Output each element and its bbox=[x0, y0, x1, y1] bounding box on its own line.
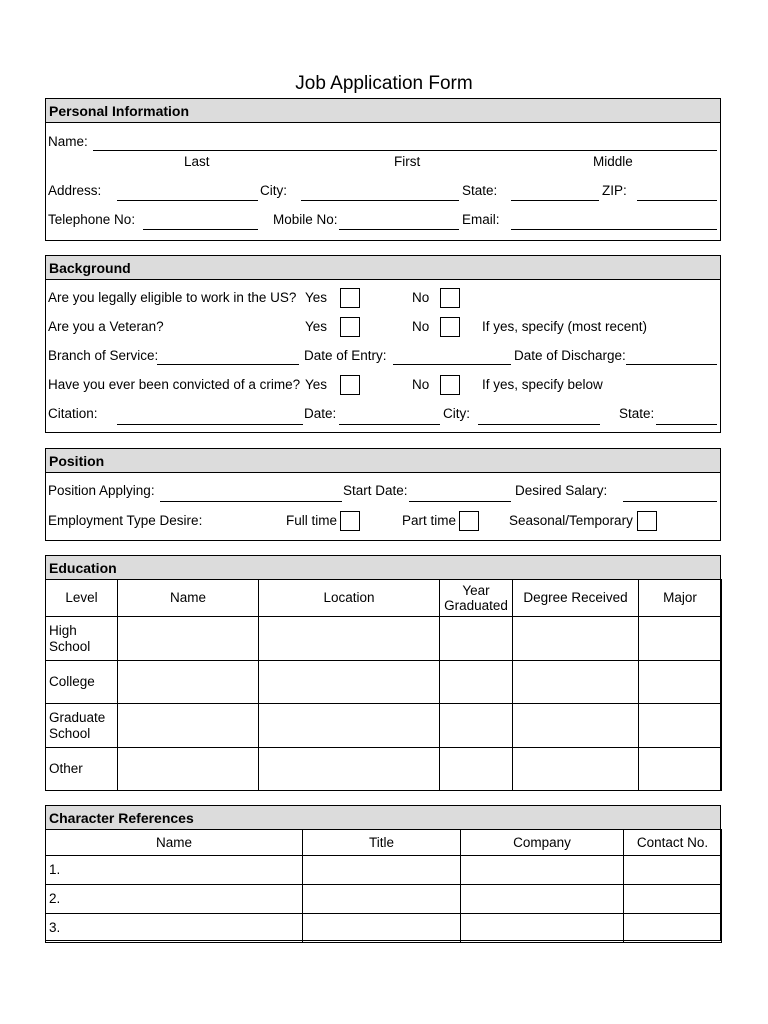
ref-name-cell[interactable] bbox=[46, 885, 303, 914]
name-cell[interactable] bbox=[118, 748, 259, 791]
col-year-line2: Graduated bbox=[444, 598, 508, 613]
name-cell[interactable] bbox=[118, 661, 259, 704]
character-references-header: Character References bbox=[46, 806, 720, 830]
mobile-field[interactable] bbox=[339, 229, 459, 230]
name-cell[interactable] bbox=[118, 704, 259, 748]
ref-title-cell[interactable] bbox=[303, 914, 461, 943]
ref-title-cell[interactable] bbox=[303, 885, 461, 914]
employment-type-label: Employment Type Desire: bbox=[48, 513, 203, 528]
veteran-yes-checkbox[interactable] bbox=[340, 317, 360, 337]
year-cell[interactable] bbox=[440, 748, 513, 791]
col-major: Major bbox=[639, 580, 722, 617]
citation-date-field[interactable] bbox=[339, 424, 440, 425]
first-name-caption: First bbox=[394, 154, 421, 169]
ref-company-cell[interactable] bbox=[461, 914, 624, 943]
ref-contact-cell[interactable] bbox=[624, 914, 722, 943]
level-cell bbox=[46, 748, 118, 791]
crime-no-label: No bbox=[412, 377, 430, 392]
education-table bbox=[45, 579, 722, 791]
level-text: School bbox=[49, 725, 91, 741]
start-date-label: Start Date: bbox=[343, 483, 408, 498]
education-header: Education bbox=[46, 556, 720, 580]
education-section bbox=[45, 555, 721, 791]
table-row bbox=[46, 885, 722, 914]
state-label: State: bbox=[462, 183, 498, 198]
position-applying-label: Position Applying: bbox=[48, 483, 155, 498]
date-of-discharge-field[interactable] bbox=[626, 364, 717, 365]
citation-date-label: Date: bbox=[304, 406, 337, 421]
location-cell[interactable] bbox=[259, 617, 440, 661]
personal-information-header: Personal Information bbox=[46, 99, 720, 123]
level-text: High bbox=[49, 622, 77, 638]
major-cell[interactable] bbox=[639, 748, 722, 791]
col-year-line1: Year bbox=[462, 583, 490, 598]
citation-state-label: State: bbox=[619, 406, 655, 421]
ref-company-cell[interactable] bbox=[461, 885, 624, 914]
part-time-checkbox[interactable] bbox=[459, 511, 479, 531]
level-text: School bbox=[49, 638, 91, 654]
col-level: Level bbox=[46, 580, 118, 617]
ref-col-title: Title bbox=[303, 830, 461, 856]
middle-name-caption: Middle bbox=[593, 154, 633, 169]
address-label: Address: bbox=[48, 183, 102, 198]
level-text: College bbox=[49, 674, 95, 689]
character-references-section bbox=[45, 805, 721, 941]
ref-title-cell[interactable] bbox=[303, 856, 461, 885]
location-cell[interactable] bbox=[259, 704, 440, 748]
eligible-yes-checkbox[interactable] bbox=[340, 288, 360, 308]
level-cell bbox=[46, 617, 118, 661]
ref-number: 1. bbox=[49, 862, 61, 877]
veteran-specify-note: If yes, specify (most recent) bbox=[482, 319, 648, 334]
eligible-question: Are you legally eligible to work in the US? bbox=[48, 290, 297, 305]
ref-company-cell[interactable] bbox=[461, 856, 624, 885]
major-cell[interactable] bbox=[639, 617, 722, 661]
citation-label: Citation: bbox=[48, 406, 98, 421]
background-section bbox=[45, 255, 721, 433]
citation-state-field[interactable] bbox=[656, 424, 717, 425]
col-year-graduated bbox=[440, 580, 513, 617]
date-of-entry-field[interactable] bbox=[393, 364, 511, 365]
education-header-row bbox=[46, 580, 722, 617]
state-field[interactable] bbox=[511, 200, 599, 201]
full-time-checkbox[interactable] bbox=[340, 511, 360, 531]
date-of-entry-label: Date of Entry: bbox=[304, 348, 387, 363]
table-row bbox=[46, 914, 722, 943]
location-cell[interactable] bbox=[259, 661, 440, 704]
ref-col-company: Company bbox=[461, 830, 624, 856]
ref-number: 2. bbox=[49, 891, 61, 906]
citation-field[interactable] bbox=[117, 424, 303, 425]
table-row bbox=[46, 661, 722, 704]
degree-cell[interactable] bbox=[513, 617, 639, 661]
part-time-label: Part time bbox=[402, 513, 457, 528]
name-label: Name: bbox=[48, 134, 88, 149]
name-cell[interactable] bbox=[118, 617, 259, 661]
col-name: Name bbox=[118, 580, 259, 617]
veteran-no-label: No bbox=[412, 319, 430, 334]
ref-col-contact: Contact No. bbox=[624, 830, 722, 856]
position-section bbox=[45, 448, 721, 541]
email-field[interactable] bbox=[511, 229, 717, 230]
date-of-discharge-label: Date of Discharge: bbox=[514, 348, 626, 363]
background-header: Background bbox=[46, 256, 720, 280]
zip-field[interactable] bbox=[637, 200, 717, 201]
level-text: Other bbox=[49, 761, 83, 776]
city-field[interactable] bbox=[301, 200, 459, 201]
ref-col-name: Name bbox=[46, 830, 303, 856]
address-field[interactable] bbox=[117, 200, 258, 201]
desired-salary-label: Desired Salary: bbox=[515, 483, 608, 498]
ref-number: 3. bbox=[49, 920, 61, 935]
ref-contact-cell[interactable] bbox=[624, 885, 722, 914]
eligible-no-checkbox[interactable] bbox=[440, 288, 460, 308]
telephone-field[interactable] bbox=[143, 229, 258, 230]
references-header-row bbox=[46, 830, 722, 856]
veteran-yes-label: Yes bbox=[305, 319, 328, 334]
col-degree-received: Degree Received bbox=[513, 580, 639, 617]
branch-of-service-label: Branch of Service: bbox=[48, 348, 159, 363]
city-label: City: bbox=[260, 183, 287, 198]
table-row bbox=[46, 704, 722, 748]
level-cell bbox=[46, 704, 118, 748]
year-cell[interactable] bbox=[440, 704, 513, 748]
last-name-caption: Last bbox=[184, 154, 210, 169]
telephone-label: Telephone No: bbox=[48, 212, 136, 227]
citation-city-field[interactable] bbox=[478, 424, 600, 425]
crime-no-checkbox[interactable] bbox=[440, 375, 460, 395]
crime-yes-checkbox[interactable] bbox=[340, 375, 360, 395]
level-cell bbox=[46, 661, 118, 704]
level-text: Graduate bbox=[49, 709, 106, 725]
full-time-label: Full time bbox=[286, 513, 338, 528]
branch-of-service-field[interactable] bbox=[157, 364, 299, 365]
crime-yes-label: Yes bbox=[305, 377, 328, 392]
email-label: Email: bbox=[462, 212, 500, 227]
form-title: Job Application Form bbox=[295, 73, 473, 94]
veteran-no-checkbox[interactable] bbox=[440, 317, 460, 337]
position-header: Position bbox=[46, 449, 720, 473]
table-row bbox=[46, 856, 722, 885]
year-cell[interactable] bbox=[440, 661, 513, 704]
ref-contact-cell[interactable] bbox=[624, 856, 722, 885]
start-date-field[interactable] bbox=[409, 501, 511, 502]
major-cell[interactable] bbox=[639, 661, 722, 704]
seasonal-label: Seasonal/Temporary bbox=[509, 513, 633, 528]
position-applying-field[interactable] bbox=[160, 501, 342, 502]
major-cell[interactable] bbox=[639, 704, 722, 748]
eligible-no-label: No bbox=[412, 290, 430, 305]
ref-name-cell[interactable] bbox=[46, 856, 303, 885]
name-field[interactable] bbox=[93, 150, 717, 151]
references-table bbox=[45, 829, 722, 943]
degree-cell[interactable] bbox=[513, 748, 639, 791]
eligible-yes-label: Yes bbox=[305, 290, 328, 305]
personal-information-section bbox=[45, 98, 721, 241]
crime-specify-note: If yes, specify below bbox=[482, 377, 603, 392]
degree-cell[interactable] bbox=[513, 661, 639, 704]
table-row bbox=[46, 617, 722, 661]
desired-salary-field[interactable] bbox=[623, 501, 717, 502]
mobile-label: Mobile No: bbox=[273, 212, 338, 227]
seasonal-checkbox[interactable] bbox=[637, 511, 657, 531]
year-cell[interactable] bbox=[440, 617, 513, 661]
veteran-question: Are you a Veteran? bbox=[48, 319, 164, 334]
citation-city-label: City: bbox=[443, 406, 470, 421]
col-location: Location bbox=[259, 580, 440, 617]
degree-cell[interactable] bbox=[513, 704, 639, 748]
ref-name-cell[interactable] bbox=[46, 914, 303, 943]
table-row bbox=[46, 748, 722, 791]
zip-label: ZIP: bbox=[602, 183, 627, 198]
location-cell[interactable] bbox=[259, 748, 440, 791]
crime-question: Have you ever been convicted of a crime? bbox=[48, 377, 301, 392]
